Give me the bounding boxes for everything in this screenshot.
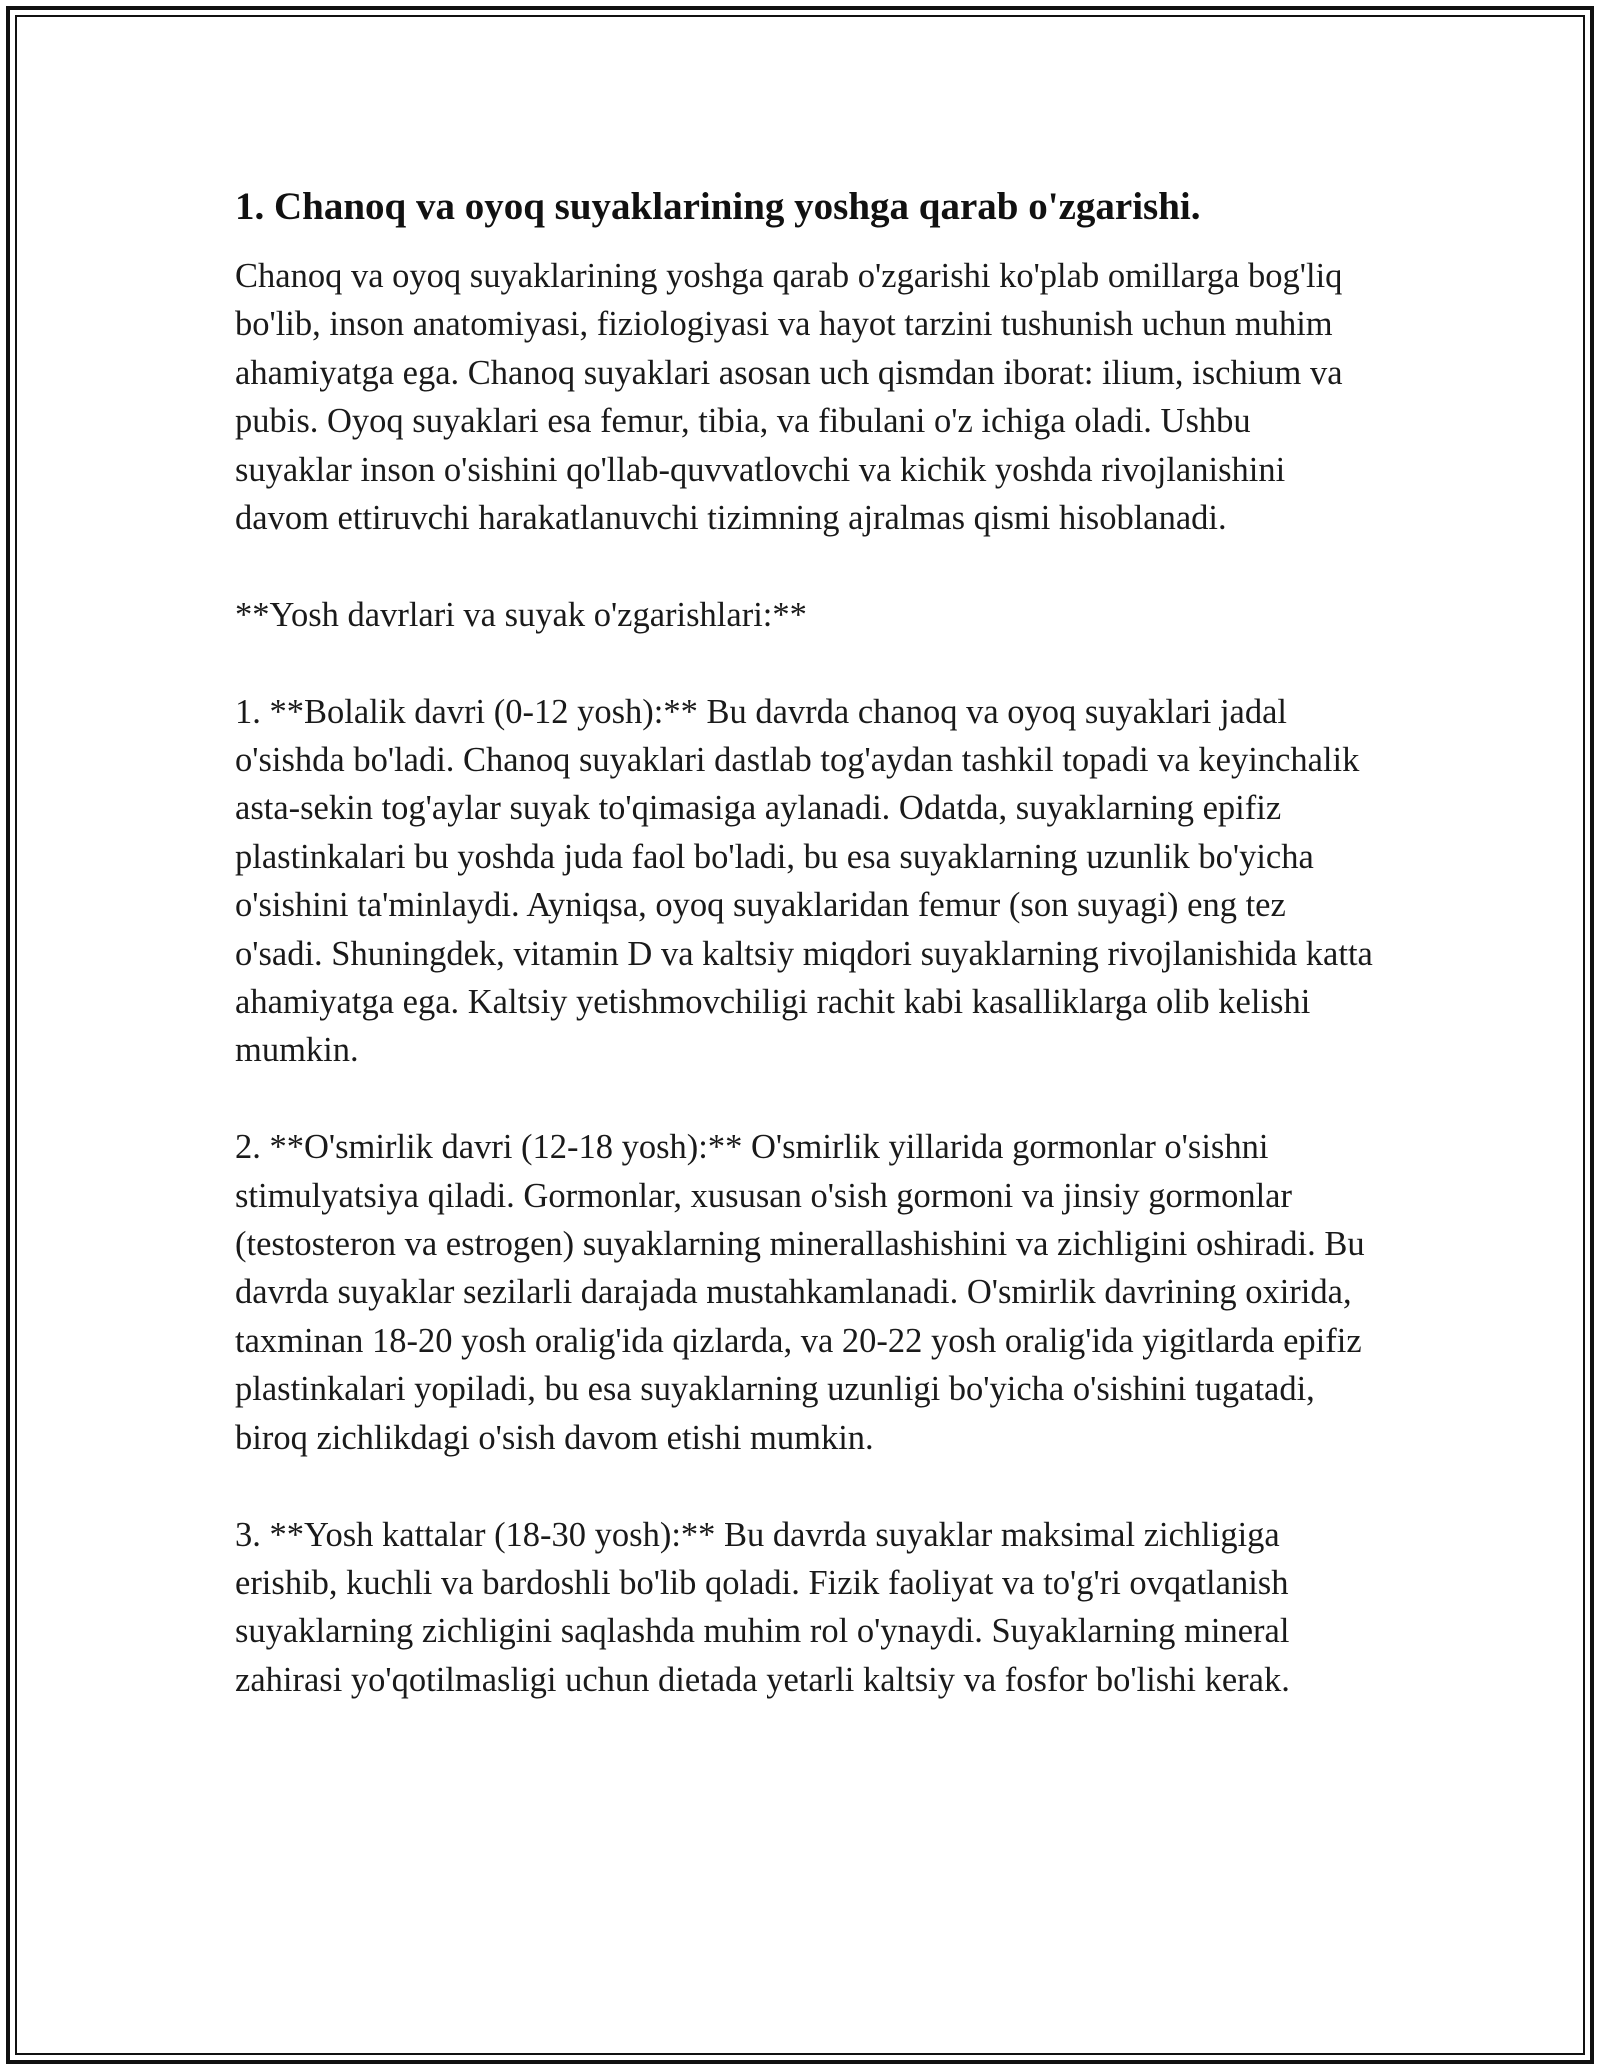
subheading-paragraph: **Yosh davrlari va suyak o'zgarishlari:** bbox=[235, 595, 807, 634]
adolescence-paragraph: 2. **O'smirlik davri (12-18 yosh):** O'smirlik yillarida gormonlar o'sishni stimulyatsiya qiladi. Gormonlar, xususan o'sish gormoni va jinsiy gormonlar (testosteron va estrogen) suyaklarning minerallashishini va zichligini oshiradi. Bu davrda suyaklar sezilarli darajada mustahkamlanadi. O'smirlik davrining oxirida, taxminan 18-20 yosh oralig'ida qizlarda, va 20-22 yosh oralig'ida yigitlarda epifiz plastinkalari yopiladi, bu esa suyaklarning uzunligi bo'yicha o'sishini tugatadi, biroq zichlikdagi o'sish davom etishi mumkin. bbox=[235, 1128, 1365, 1457]
young-adults-paragraph: 3. **Yosh kattalar (18-30 yosh):** Bu davrda suyaklar maksimal zichligiga erishib, kuchli va bardoshli bo'lib qoladi. Fizik faoliyat va to'g'ri ovqatlanish suyaklarning zichligini saqlashda muhim rol o'ynaydi. Suyaklarning mineral zahirasi yo'qotilmasligi uchun dietada yetarli kaltsiy va fosfor bo'lishi kerak. bbox=[235, 1515, 1290, 1699]
childhood-paragraph: 1. **Bolalik davri (0-12 yosh):** Bu davrda chanoq va oyoq suyaklari jadal o'sishda bo'ladi. Chanoq suyaklari dastlab tog'aydan tashkil topadi va keyinchalik asta-sekin tog'aylar suyak to'qimasiga aylanadi. Odatda, suyaklarning epifiz plastinkalari bu yoshda juda faol bo'ladi, bu esa suyaklarning uzunlik bo'yicha o'sishini ta'minlaydi. Ayniqsa, oyoq suyaklaridan femur (son suyagi) eng tez o'sadi. Shuningdek, vitamin D va kaltsiy miqdori suyaklarning rivojlanishida katta ahamiyatga ega. Kaltsiy yetishmovchiligi rachit kabi kasalliklarga olib kelishi mumkin. bbox=[235, 692, 1373, 1070]
intro-paragraph: Chanoq va oyoq suyaklarining yoshga qarab o'zgarishi ko'plab omillarga bog'liq bo'lib, inson anatomiyasi, fiziologiyasi va hayot tarzini tushunish uchun muhim ahamiyatga ega. Chanoq suyaklari asosan uch qismdan iborat: ilium, ischium va pubis. Oyoq suyaklari esa femur, tibia, va fibulani o'z ichiga oladi. Ushbu suyaklar inson o'sishini qo'llab-quvvatlovchi va kichik yoshda rivojlanishini davom ettiruvchi harakatlanuvchi tizimning ajralmas qismi hisoblanadi. bbox=[235, 257, 1343, 538]
document-body bbox=[235, 182, 1375, 1704]
section-heading: 1. Chanoq va oyoq suyaklarining yoshga qarab o'zgarishi. bbox=[235, 185, 1201, 228]
